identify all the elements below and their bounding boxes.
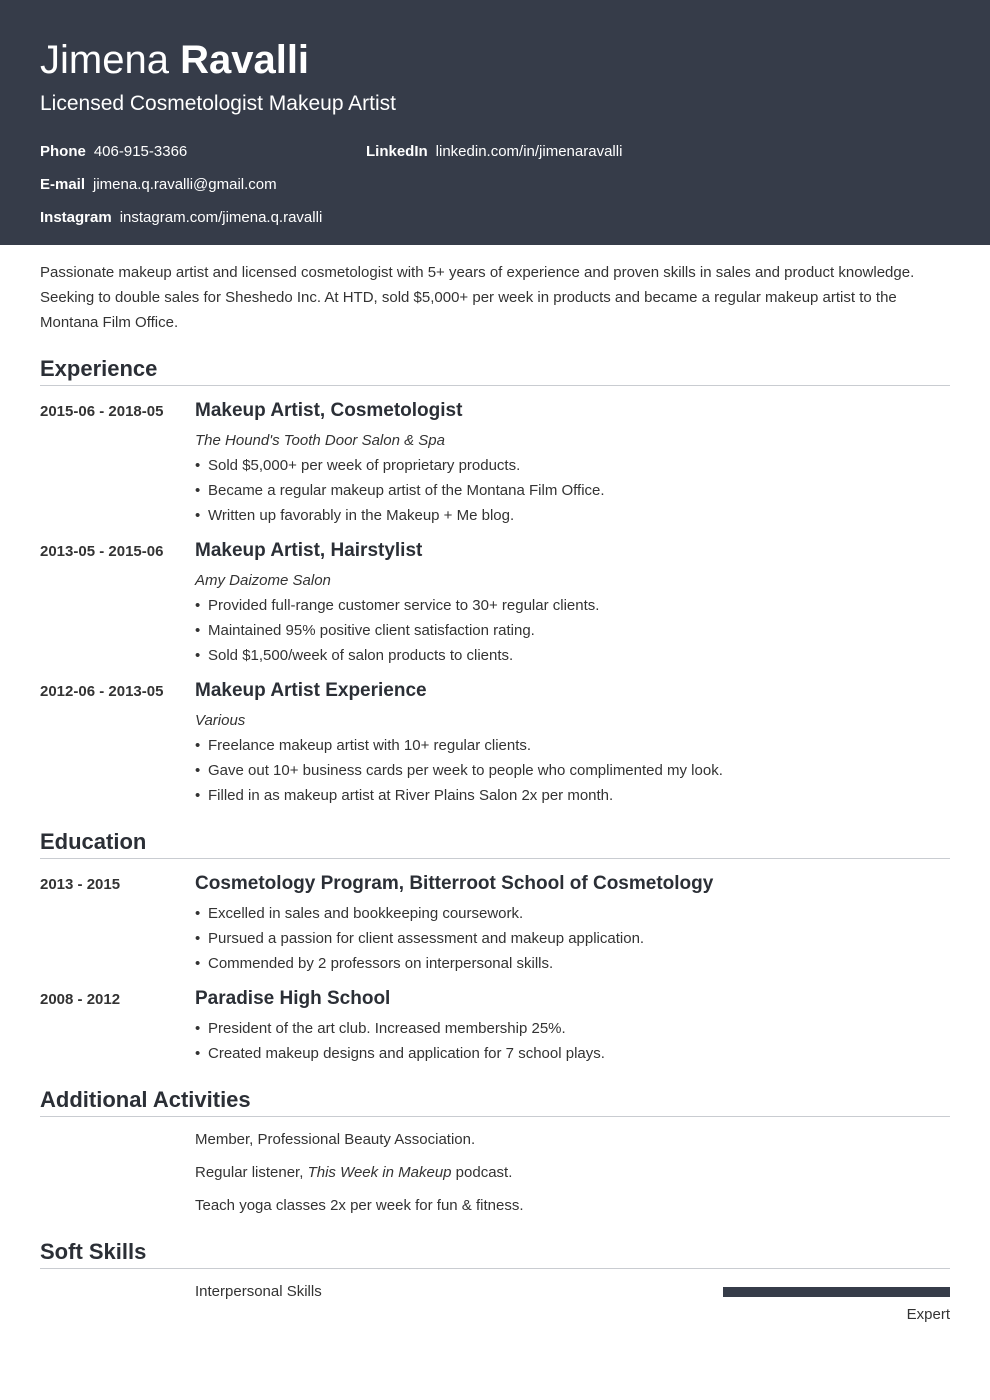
bullet-text: Written up favorably in the Makeup + Me blog. (208, 507, 515, 524)
bullet-text: President of the art club. Increased membership 25%. (208, 1020, 566, 1037)
bullet-text: Pursued a passion for client assessment and makeup application. (208, 930, 645, 947)
bullet-text: Provided full-range customer service to 30+ regular clients. (208, 597, 600, 614)
bullet-text: Sold $5,000+ per week of proprietary products. (208, 457, 521, 474)
education-bullet: • Created makeup designs and application for 7 school plays. (195, 1045, 605, 1062)
job-dates: 2013-05 - 2015-06 (40, 543, 164, 560)
section-title-education: Education (40, 829, 147, 854)
education-bullet: • Excelled in sales and bookkeeping coursework. (195, 905, 524, 922)
contact-linkedin (366, 142, 622, 162)
skill-level-bar (723, 1287, 950, 1297)
section-divider (40, 385, 950, 386)
job-employer: Various (195, 712, 246, 729)
job-bullet: • Provided full-range customer service to 30+ regular clients. (195, 597, 600, 614)
bullet-text: Excelled in sales and bookkeeping coursework. (208, 905, 524, 922)
activity-text: Regular listener, (195, 1164, 308, 1181)
section-divider (40, 1268, 950, 1269)
job-bullet: • Written up favorably in the Makeup + Me blog. (195, 507, 515, 524)
contact-label: Instagram (40, 209, 112, 226)
job-employer: Amy Daizome Salon (195, 572, 331, 589)
section-divider (40, 1116, 950, 1117)
education-school: Paradise High School (195, 988, 391, 1009)
job-dates: 2012-06 - 2013-05 (40, 683, 164, 700)
activity-text: podcast. (451, 1164, 513, 1181)
skill-level-label: Expert (906, 1306, 950, 1323)
first-name: Jimena (40, 38, 169, 82)
contact-value: instagram.com/jimena.q.ravalli (119, 209, 323, 226)
contact-value: linkedin.com/in/jimenaravalli (435, 143, 623, 160)
job-bullet: • Gave out 10+ business cards per week to people who complimented my look. (195, 762, 723, 779)
section-title-activities: Additional Activities (40, 1087, 251, 1112)
bullet-text: Gave out 10+ business cards per week to people who complimented my look. (208, 762, 723, 779)
education-dates: 2013 - 2015 (40, 876, 121, 893)
summary-paragraph: Passionate makeup artist and licensed cosmetologist with 5+ years of experience and proven skills in sales and product knowledge. Seeking to double sales for Sheshedo Inc. At HTD, sold $5,000+ per week in products and became a regular makeup artist to the Montana Film Office. (40, 264, 915, 331)
education-school: Cosmetology Program, Bitterroot School of Cosmetology (195, 873, 714, 894)
contact-instagram (40, 208, 322, 228)
section-title-experience: Experience (40, 356, 158, 381)
bullet-text: Created makeup designs and application for 7 school plays. (208, 1045, 605, 1062)
contact-email (40, 175, 277, 195)
contact-phone (40, 142, 187, 162)
job-bullet: • Maintained 95% positive client satisfaction rating. (195, 622, 535, 639)
contact-label: LinkedIn (366, 143, 428, 160)
skill-level-fill (723, 1287, 950, 1297)
job-employer: The Hound's Tooth Door Salon & Spa (195, 432, 445, 449)
bullet-text: Sold $1,500/week of salon products to clients. (208, 647, 514, 664)
skill-name: Interpersonal Skills (195, 1283, 322, 1300)
job-bullet: • Freelance makeup artist with 10+ regular clients. (195, 737, 532, 754)
job-bullet: • Sold $5,000+ per week of proprietary products. (195, 457, 521, 474)
job-bullet: • Sold $1,500/week of salon products to clients. (195, 647, 514, 664)
bullet-text: Maintained 95% positive client satisfaction rating. (208, 622, 535, 639)
bullet-text: Freelance makeup artist with 10+ regular clients. (208, 737, 532, 754)
job-role: Makeup Artist, Cosmetologist (195, 400, 463, 421)
activity-item (195, 1163, 512, 1183)
contact-label: Phone (40, 143, 86, 160)
education-dates: 2008 - 2012 (40, 991, 121, 1008)
job-dates: 2015-06 - 2018-05 (40, 403, 164, 420)
job-role: Makeup Artist Experience (195, 680, 427, 701)
bullet-text: Commended by 2 professors on interpersonal skills. (208, 955, 554, 972)
section-divider (40, 858, 950, 859)
section-title-soft-skills: Soft Skills (40, 1239, 147, 1264)
contact-value: 406-915-3366 (93, 143, 188, 160)
last-name: Ravalli (180, 38, 310, 82)
activity-item: Member, Professional Beauty Association. (195, 1131, 476, 1148)
contact-value: jimena.q.ravalli@gmail.com (93, 176, 277, 193)
resume-header (0, 0, 990, 245)
job-bullet: • Became a regular makeup artist of the Montana Film Office. (195, 482, 605, 499)
podcast-title: This Week in Makeup (307, 1164, 452, 1181)
job-role: Makeup Artist, Hairstylist (195, 540, 423, 561)
education-bullet: • President of the art club. Increased membership 25%. (195, 1020, 566, 1037)
education-bullet: • Pursued a passion for client assessment and makeup application. (195, 930, 645, 947)
candidate-name (40, 36, 309, 84)
education-bullet: • Commended by 2 professors on interpersonal skills. (195, 955, 554, 972)
job-bullet: • Filled in as makeup artist at River Plains Salon 2x per month. (195, 787, 614, 804)
contact-label: E-mail (40, 176, 86, 193)
bullet-text: Became a regular makeup artist of the Montana Film Office. (208, 482, 605, 499)
bullet-text: Filled in as makeup artist at River Plains Salon 2x per month. (208, 787, 614, 804)
job-title: Licensed Cosmetologist Makeup Artist (40, 92, 397, 115)
activity-item: Teach yoga classes 2x per week for fun & fitness. (195, 1197, 524, 1214)
